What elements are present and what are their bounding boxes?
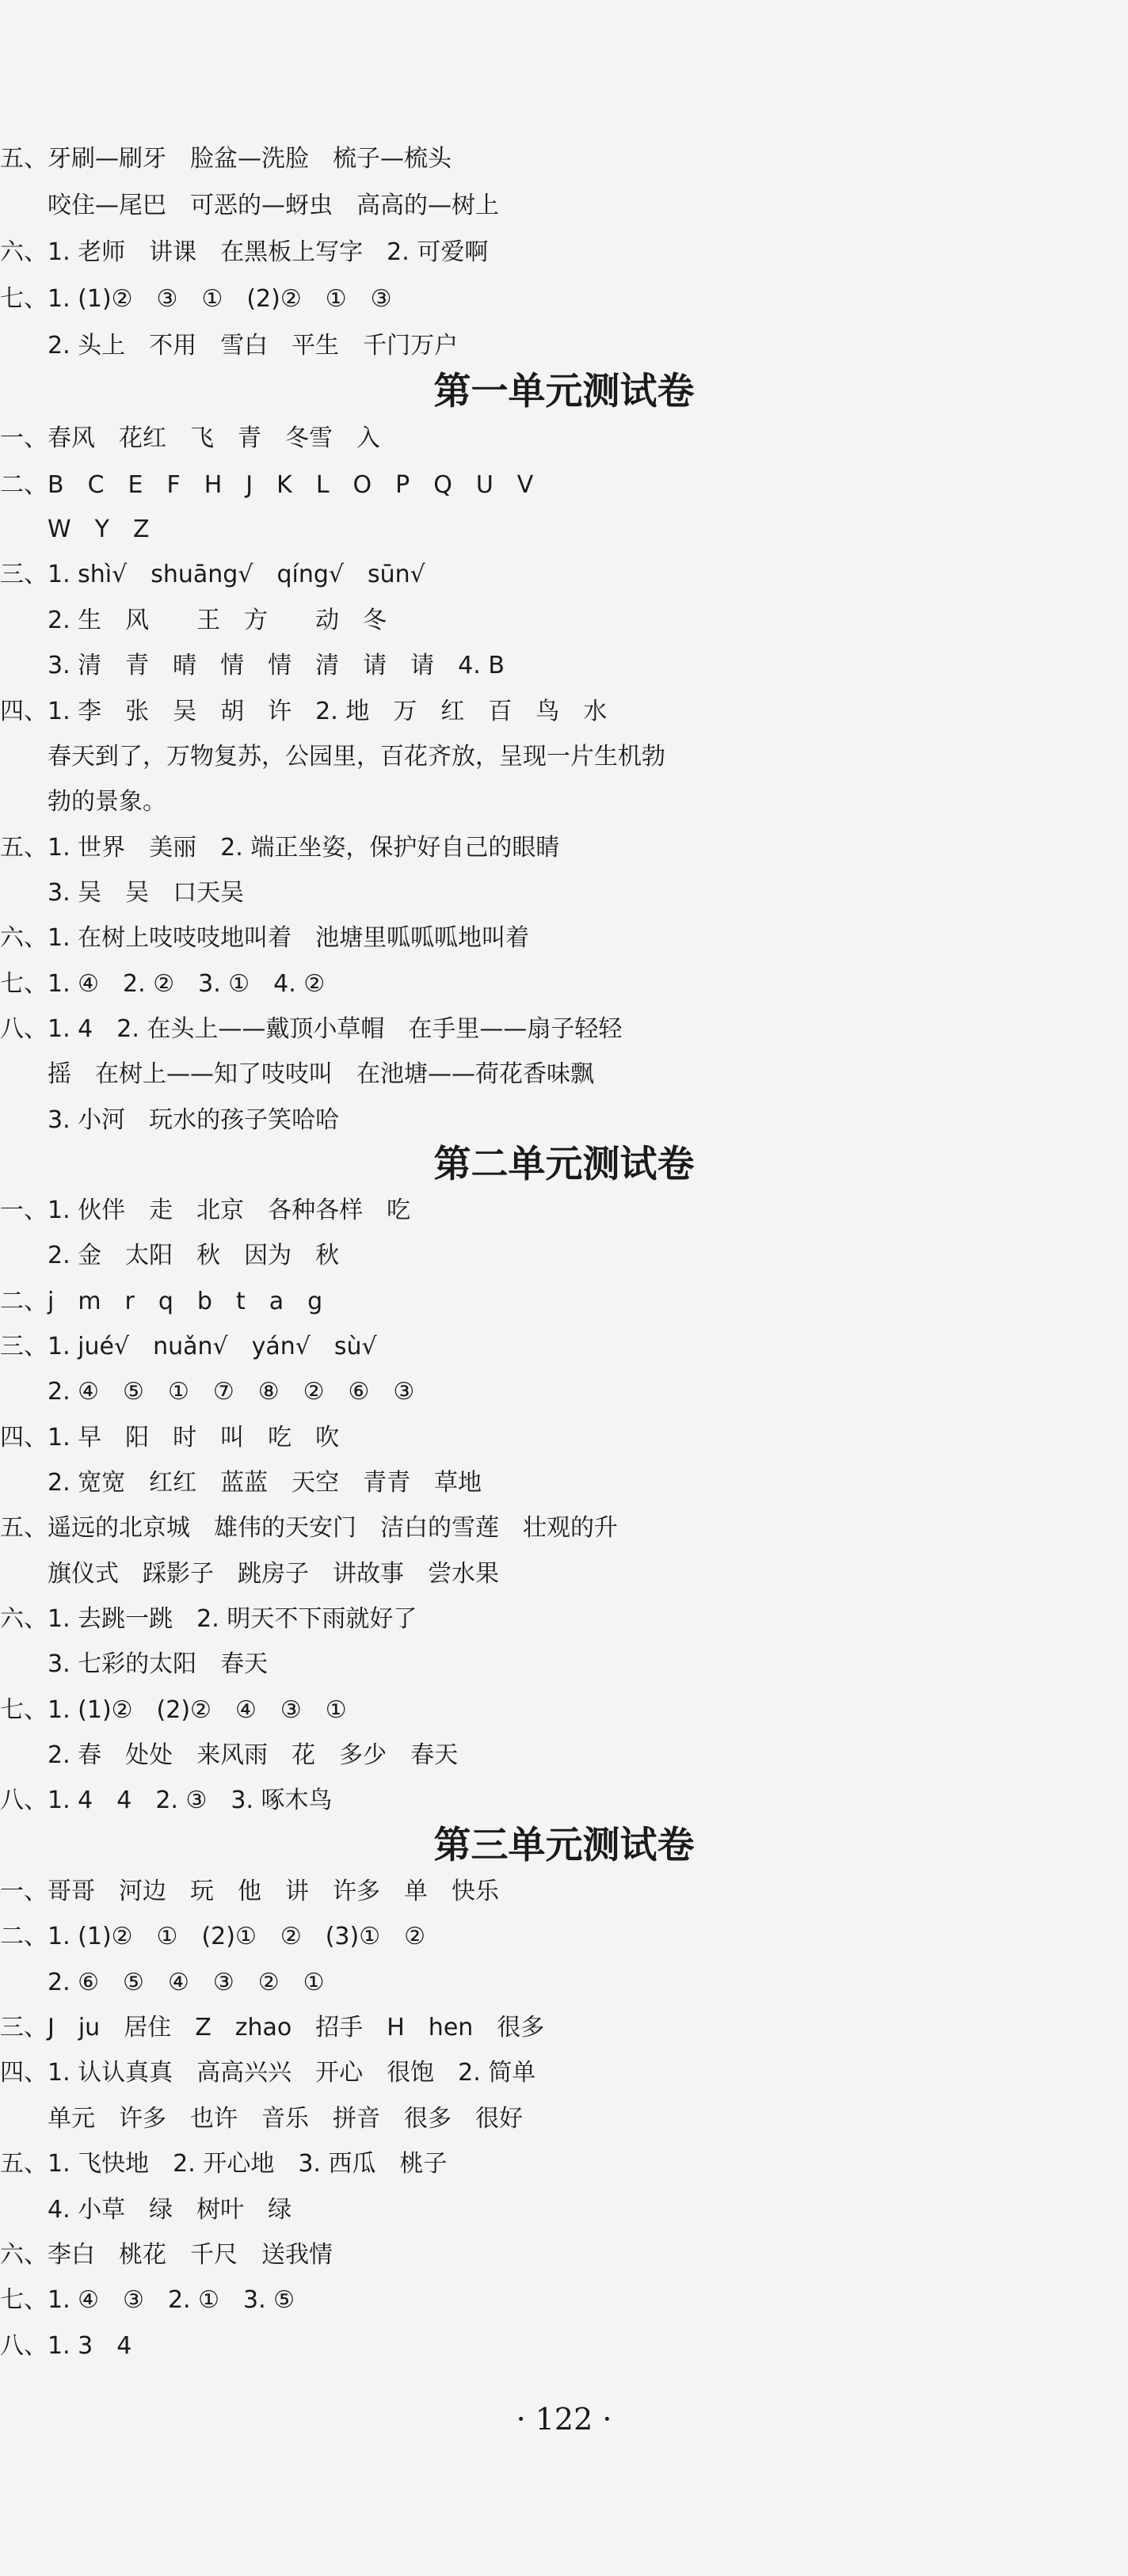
answer-line: 二、j m r q b t a g bbox=[0, 1288, 323, 1315]
answer-line: 八、1. 3 4 bbox=[0, 2332, 132, 2360]
answer-line: 六、1. 在树上吱吱吱地叫着 池塘里呱呱呱地叫着 bbox=[0, 924, 530, 952]
section-title: 第二单元测试卷 bbox=[433, 1143, 695, 1186]
answer-line: 二、1. (1)② ① (2)① ② (3)① ② bbox=[0, 1923, 426, 1950]
answer-line: 3. 清 青 晴 情 情 清 请 请 4. B bbox=[0, 652, 505, 679]
answer-line: 三、1. shì√ shuāng√ qíng√ sūn√ bbox=[0, 561, 425, 588]
answer-line: 五、牙刷—刷牙 脸盆—洗脸 梳子—梳头 bbox=[0, 145, 452, 173]
answer-line: W Y Z bbox=[0, 516, 150, 543]
answer-line: 一、1. 伙伴 走 北京 各种各样 吃 bbox=[0, 1197, 411, 1224]
answer-line: 咬住—尾巴 可恶的—蚜虫 高高的—树上 bbox=[0, 192, 499, 219]
answer-line: 春天到了，万物复苏，公园里，百花齐放，呈现一片生机勃 bbox=[0, 743, 665, 771]
section-title: 第一单元测试卷 bbox=[433, 370, 695, 413]
answer-line: 七、1. ④ 2. ② 3. ① 4. ② bbox=[0, 970, 326, 998]
answer-line: 七、1. (1)② ③ ① (2)② ① ③ bbox=[0, 285, 392, 313]
answer-line: 3. 吴 吴 口天吴 bbox=[0, 879, 245, 907]
answer-line: 六、李白 桃花 千尺 送我情 bbox=[0, 2241, 333, 2269]
answer-line: 一、春风 花红 飞 青 冬雪 入 bbox=[0, 424, 380, 452]
answer-line: 三、J ju 居住 Z zhao 招手 H hen 很多 bbox=[0, 2014, 545, 2041]
answer-line: 2. ⑥ ⑤ ④ ③ ② ① bbox=[0, 1969, 325, 1996]
section-title: 第三单元测试卷 bbox=[433, 1824, 695, 1867]
answer-line: 摇 在树上——知了吱吱叫 在池塘——荷花香味飘 bbox=[0, 1060, 594, 1088]
answer-line: 六、1. 去跳一跳 2. 明天不下雨就好了 bbox=[0, 1605, 417, 1633]
answer-line: 五、遥远的北京城 雄伟的天安门 洁白的雪莲 壮观的升 bbox=[0, 1514, 618, 1542]
answer-line: 4. 小草 绿 树叶 绿 bbox=[0, 2196, 292, 2224]
answer-line: 五、1. 世界 美丽 2. 端正坐姿，保护好自己的眼睛 bbox=[0, 834, 560, 862]
answer-line: 2. ④ ⑤ ① ⑦ ⑧ ② ⑥ ③ bbox=[0, 1378, 415, 1406]
answer-line: 2. 宽宽 红红 蓝蓝 天空 青青 草地 bbox=[0, 1469, 482, 1497]
answer-line: 七、1. (1)② (2)② ④ ③ ① bbox=[0, 1696, 347, 1724]
answer-line: 2. 头上 不用 雪白 平生 千门万户 bbox=[0, 332, 459, 360]
answer-line: 2. 生 风 王 方 动 冬 bbox=[0, 607, 387, 634]
answer-line: 3. 小河 玩水的孩子笑哈哈 bbox=[0, 1106, 340, 1134]
answer-line: 勃的景象。 bbox=[0, 788, 166, 816]
answer-line: 四、1. 早 阳 时 叫 吃 吹 bbox=[0, 1424, 340, 1452]
answer-line: 一、哥哥 河边 玩 他 讲 许多 单 快乐 bbox=[0, 1878, 499, 1905]
answer-line: 八、1. 4 4 2. ③ 3. 啄木鸟 bbox=[0, 1786, 333, 1814]
answer-line: 四、1. 认认真真 高高兴兴 开心 很饱 2. 简单 bbox=[0, 2059, 536, 2087]
answer-line: 六、1. 老师 讲课 在黑板上写字 2. 可爱啊 bbox=[0, 238, 489, 266]
page-number: · 122 · bbox=[516, 2402, 612, 2437]
answer-line: 四、1. 李 张 吴 胡 许 2. 地 万 红 百 鸟 水 bbox=[0, 698, 608, 725]
answer-line: 单元 许多 也许 音乐 拼音 很多 很好 bbox=[0, 2105, 523, 2133]
answer-line: 八、1. 4 2. 在头上——戴顶小草帽 在手里——扇子轻轻 bbox=[0, 1015, 623, 1043]
answer-line: 二、B C E F H J K L O P Q U V bbox=[0, 471, 534, 499]
answer-line: 2. 春 处处 来风雨 花 多少 春天 bbox=[0, 1741, 459, 1769]
answer-line: 七、1. ④ ③ 2. ① 3. ⑤ bbox=[0, 2286, 295, 2314]
answer-line: 五、1. 飞快地 2. 开心地 3. 西瓜 桃子 bbox=[0, 2150, 448, 2178]
answer-line: 旗仪式 踩影子 跳房子 讲故事 尝水果 bbox=[0, 1560, 499, 1588]
answer-line: 3. 七彩的太阳 春天 bbox=[0, 1650, 269, 1678]
answer-line: 三、1. jué√ nuǎn√ yán√ sù√ bbox=[0, 1333, 377, 1360]
answer-line: 2. 金 太阳 秋 因为 秋 bbox=[0, 1242, 340, 1269]
